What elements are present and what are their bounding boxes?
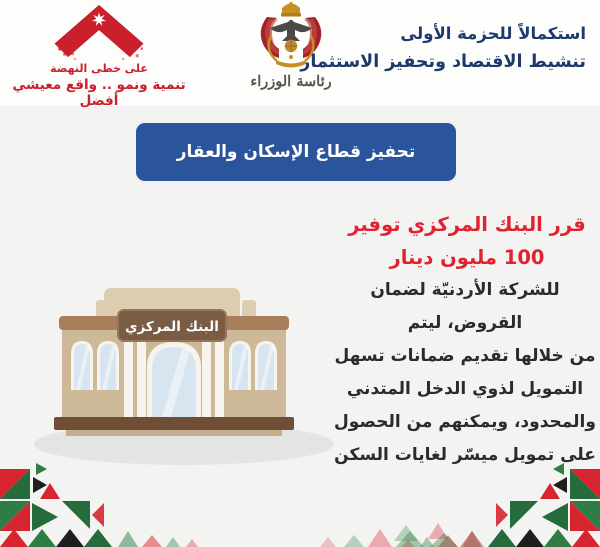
- bank-sign-text: البنك المركزي: [125, 319, 219, 335]
- headline: [336, 208, 598, 274]
- headline-line2: 100 مليون دينار: [389, 246, 545, 269]
- section-banner-label: تحفيز قطاع الإسكان والعقار: [176, 142, 416, 162]
- page-title: [300, 24, 586, 72]
- section-banner: [136, 123, 456, 181]
- faded-mosaic-trail: [320, 523, 484, 547]
- title-line2: تنشيط الاقتصاد وتحفيز الاستثمار: [300, 52, 586, 72]
- body-line: التمويل لذوي الدخل المتدني: [346, 379, 584, 399]
- emblem-caption: رئاسة الوزراء: [250, 73, 332, 90]
- mosaic-decoration: [0, 455, 600, 547]
- central-bank-illustration: [28, 286, 340, 472]
- headline-line1: قرر البنك المركزي توفير: [348, 213, 586, 236]
- body-line: على تمويل ميسّر لغايات السكن: [334, 445, 596, 465]
- body-paragraph: [331, 274, 599, 472]
- body-line: للشركة الأردنيّة لضمان القروض، ليتم: [370, 280, 560, 333]
- mountain-star-icon: [51, 3, 147, 61]
- body-line: والمحدود، ويمكنهم من الحصول: [334, 412, 596, 432]
- logo-motto: على خطى النهضة: [50, 62, 148, 75]
- logo-tagline: تنمية ونمو .. واقع معيشي أفضل: [12, 77, 186, 109]
- body-line: من خلالها تقديم ضمانات تسهل: [334, 346, 596, 366]
- renaissance-logo: [6, 3, 192, 109]
- title-line1: استكمالاً للحزمة الأولى: [400, 24, 586, 43]
